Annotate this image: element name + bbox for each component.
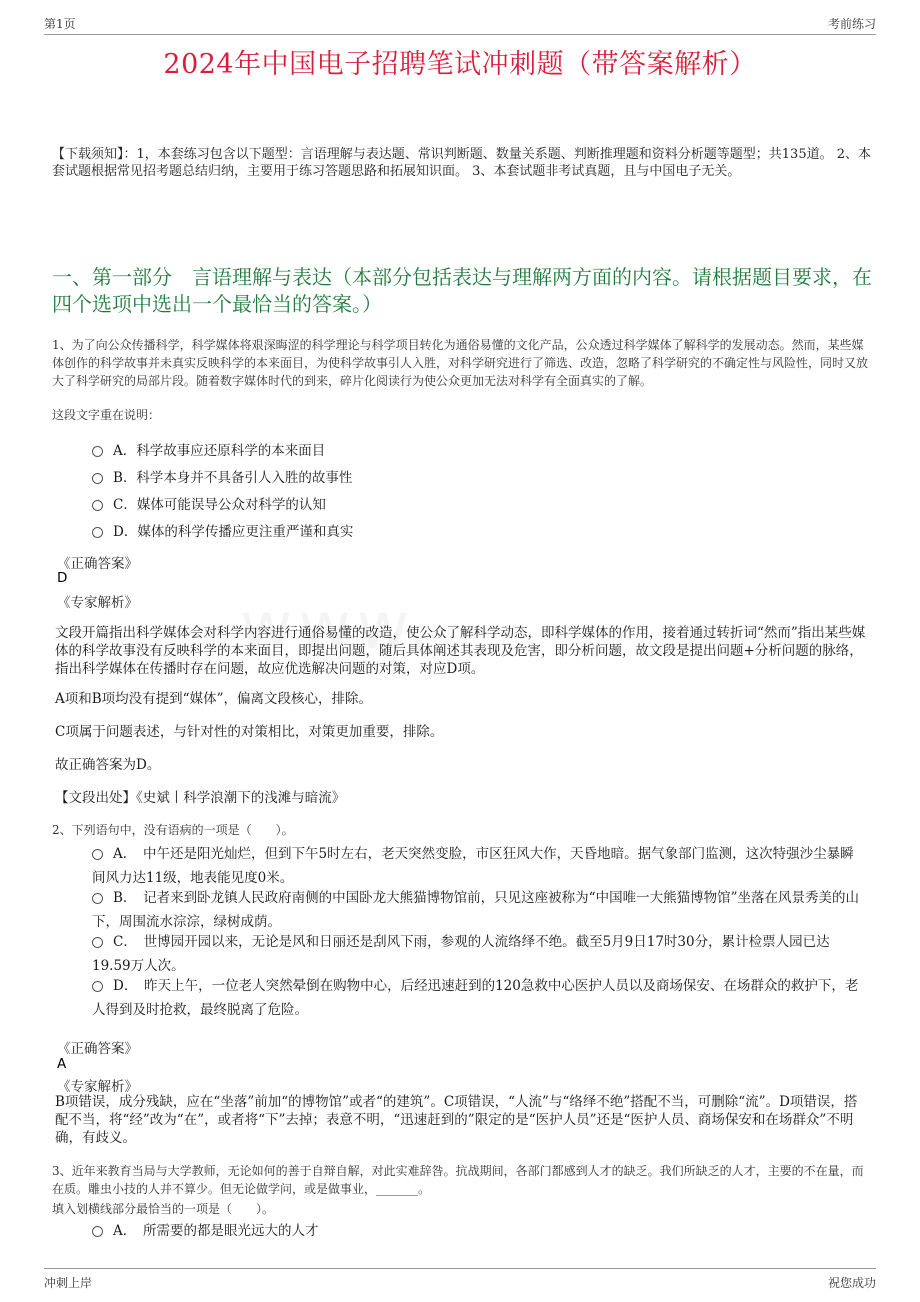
- footer-left-label: 冲刺上岸: [44, 1276, 93, 1290]
- radio-icon[interactable]: [92, 981, 103, 992]
- q1-stem: 1、为了向公众传播科学，科学媒体将艰深晦涩的科学理论与科学项目转化为通俗易懂的文化产品，公众透过科学媒体了解科学的发展动态。然而，某些媒体创作的科学故事并未真实反映科学的本来面目，为使科学故事引人入胜，对科学研究进行了筛选、改造，忽略了科学研究的不确定性与风险性，同时又放大了科学研究的局部片段。随着数字媒体时代的到来，碎片化阅读行为使公众更加无法对科学有全面真实的了解。: [52, 338, 869, 388]
- q1-analysis-conclusion: 故正确答案为D。: [55, 757, 161, 773]
- q2-stem: 2、下列语句中，没有语病的一项是（ ）。: [52, 823, 294, 837]
- radio-icon[interactable]: [92, 473, 103, 484]
- radio-icon[interactable]: [92, 527, 103, 538]
- q2-option-c[interactable]: [92, 930, 862, 978]
- radio-icon[interactable]: [92, 1226, 103, 1237]
- radio-icon[interactable]: [92, 500, 103, 511]
- q1-source: 【文段出处】《史斌丨科学浪潮下的浅滩与暗流》: [55, 790, 346, 806]
- footer-right-label: 祝您成功: [827, 1276, 876, 1290]
- option-text: D． 昨天上午，一位老人突然晕倒在购物中心，后经迅速赶到的120急救中心医护人员以及商场保安、在场群众的救护下，老人得到及时抢救，最终脱离了危险。: [92, 978, 859, 1018]
- page-header: [44, 12, 876, 35]
- q2-option-d[interactable]: [92, 974, 862, 1022]
- q1-answer-label: 《正确答案》: [57, 556, 138, 572]
- radio-icon[interactable]: [92, 893, 103, 904]
- q1-analysis-para: 文段开篇指出科学媒体会对科学内容进行通俗易懂的改造，使公众了解科学动态，即科学媒体的作用，接着通过转折词“然而”指出某些媒体的科学故事没有反映科学的本来面目，即提出问题，随后具体阐述其表现及危害，即分析问题，故文段是提出问题+分析问题的脉络，指出科学媒体在传播时存在问题，故应优选解决问题的对策，对应D项。: [55, 625, 866, 677]
- q2-answer: A: [57, 1056, 67, 1072]
- q1-option-d[interactable]: [92, 521, 862, 543]
- q2-answer-label: 《正确答案》: [57, 1041, 138, 1057]
- q1-analysis-a-b: A项和B项均没有提到“媒体”，偏离文段核心，排除。: [55, 691, 372, 707]
- option-text: C．媒体可能误导公众对科学的认知: [113, 497, 326, 513]
- radio-icon[interactable]: [92, 937, 103, 948]
- q1-option-c[interactable]: [92, 494, 862, 516]
- section-heading: 一、第一部分 言语理解与表达（本部分包括表达与理解两方面的内容。请根据题目要求，在四个选项中选出一个最恰当的答案。）: [52, 265, 872, 316]
- q3-option-a[interactable]: [92, 1220, 862, 1242]
- q1-option-b[interactable]: [92, 467, 862, 489]
- q1-option-a[interactable]: [92, 440, 862, 462]
- option-text: B． 记者来到卧龙镇人民政府南侧的中国卧龙大熊猫博物馆前，只见这座被称为“中国唯一大熊猫博物馆”坐落在风景秀美的山下，周围流水淙淙，绿树成荫。: [92, 890, 859, 930]
- q1-analysis-c: C项属于问题表述，与针对性的对策相比，对策更加重要，排除。: [55, 724, 444, 740]
- q2-analysis-label: 《专家解析》: [57, 1079, 138, 1095]
- q3-stem: 3、近年来教育当局与大学教师，无论如何的善于自辩自解，对此实难辞咎。抗战期间，各部门都感到人才的缺乏。我们所缺乏的人才，主要的不在量，而在质。雕虫小技的人并不算少。但无论做学问，或是做事业，_______。: [52, 1164, 864, 1196]
- q1-answer: D: [57, 570, 68, 586]
- q2-option-a[interactable]: [92, 842, 862, 890]
- option-text: A． 中午还是阳光灿烂，但到下午5时左右，老天突然变脸，市区狂风大作，天昏地暗。据气象部门监测，这次特强沙尘暴瞬间风力达11级，地表能见度0米。: [92, 846, 854, 886]
- q1-question: 这段文字重在说明：: [52, 408, 161, 422]
- option-text: A． 所需要的都是眼光远大的人才: [113, 1223, 319, 1239]
- option-text: C． 世博园开园以来，无论是风和日丽还是刮风下雨，参观的人流络绎不绝。截至5月9日17时30分，累计检票人园已达19.59万人次。: [92, 934, 830, 974]
- radio-icon[interactable]: [92, 849, 103, 860]
- option-text: D．媒体的科学传播应更注重严谨和真实: [113, 524, 354, 540]
- q3-question: 填入划横线部分最恰当的一项是（ ）。: [52, 1202, 275, 1216]
- document-title: 2024年中国电子招聘笔试冲刺题（带答案解析）: [163, 49, 757, 80]
- page-footer: [44, 1268, 876, 1293]
- option-text: B．科学本身并不具备引人入胜的故事性: [113, 470, 353, 486]
- page-number: 第1页: [44, 17, 76, 31]
- q2-option-b[interactable]: [92, 886, 862, 934]
- radio-icon[interactable]: [92, 446, 103, 457]
- header-label: 考前练习: [827, 17, 876, 31]
- q1-analysis-label: 《专家解析》: [57, 595, 138, 611]
- download-notice: 【下载须知】：1，本套练习包含以下题型：言语理解与表达题、常识判断题、数量关系题、判断推理题和资料分析题等题型；共135道。 2、本套试题根据常见招考题总结归纳，主要用于练习答题思路和拓展知识面。 3、本套试题非考试真题，且与中国电子无关。: [52, 147, 871, 179]
- q2-analysis: B项错误，成分残缺，应在“坐落”前加“的博物馆”或者“的建筑”。C项错误，“人流”与“络绎不绝”搭配不当，可删除“流”。D项错误，搭配不当，将“经”改为“在”，或者将“下”去掉；表意不明，“迅速赶到的”限定的是“医护人员”还是“医护人员、商场保安和在场群众”不明确，有歧义。: [55, 1094, 858, 1146]
- option-text: A．科学故事应还原科学的本来面目: [113, 443, 326, 459]
